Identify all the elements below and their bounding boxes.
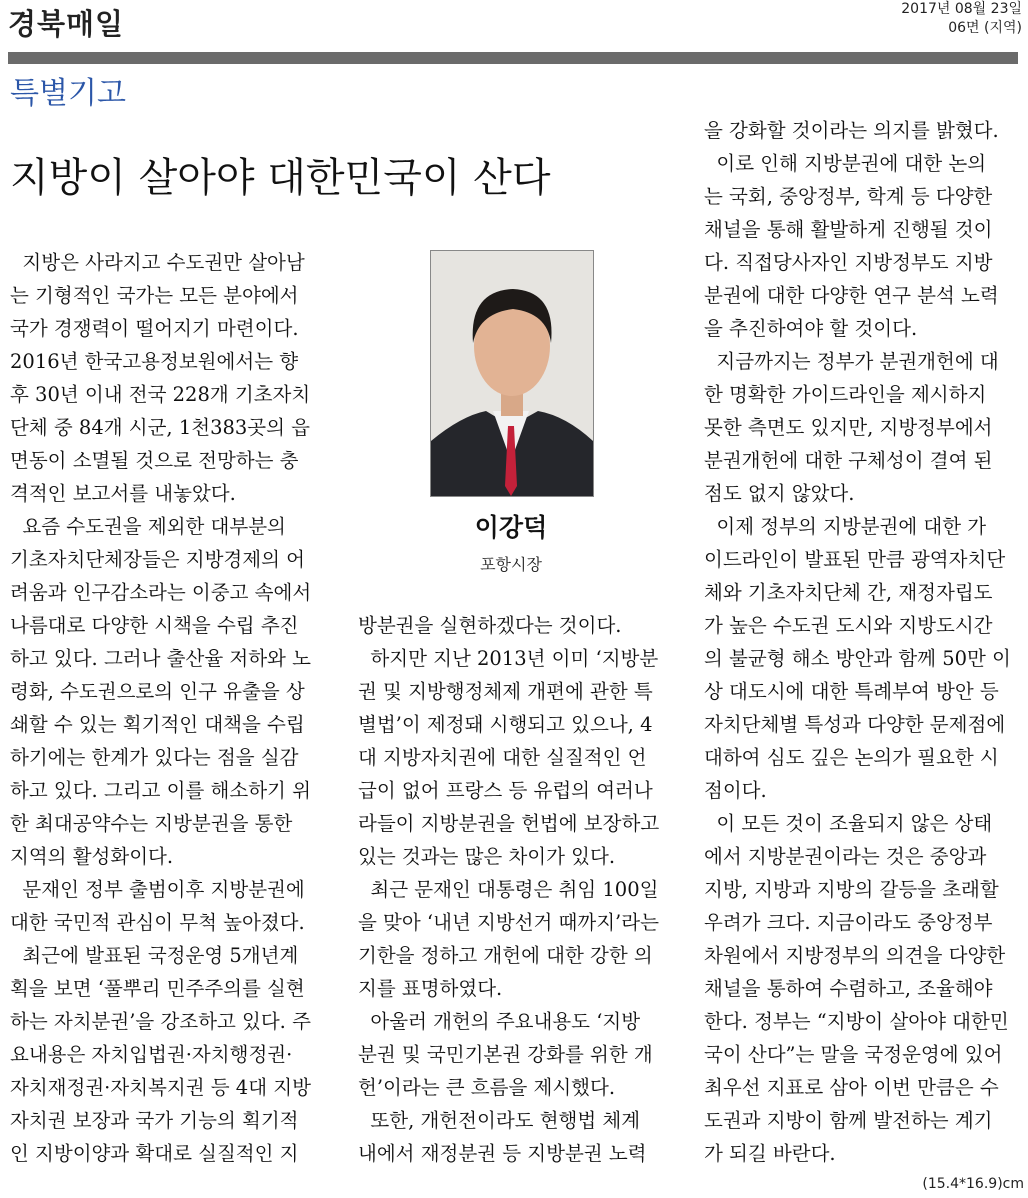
text-line: 점도 없지 않았다. [704, 482, 855, 505]
text-line: 쇄할 수 있는 획기적인 대책을 수립 [10, 713, 305, 736]
text-line: 한 명확한 가이드라인을 제시하지 [704, 383, 987, 406]
text-line: 기초자치단체장들은 지방경제의 어 [10, 548, 305, 571]
text-line: 권 및 지방행정체제 개편에 관한 특 [358, 680, 653, 703]
text-line: 대하여 심도 깊은 논의가 필요한 시 [704, 746, 999, 769]
text-line: 후 30년 이내 전국 228개 기초자치 [10, 383, 311, 406]
page-number: 06면 (지역) [948, 20, 1022, 36]
text-line: 점이다. [704, 779, 767, 802]
text-line: 이제 정부의 지방분권에 대한 가 [704, 515, 987, 538]
text-line: 나름대로 다양한 시책을 수립 추진 [10, 614, 299, 637]
text-line: 하기에는 한계가 있다는 점을 실감 [10, 746, 299, 769]
text-line: 최근 문재인 대통령은 취임 100일 [358, 878, 659, 901]
author-title: 포항시장 [480, 555, 542, 574]
text-line: 자치단체별 특성과 다양한 문제점에 [704, 713, 1006, 736]
publication-date: 2017년 08월 23일 [901, 1, 1022, 17]
text-line: 요즘 수도권을 제외한 대부분의 [10, 515, 286, 538]
text-line: 지역의 활성화이다. [10, 845, 174, 868]
text-line: 인 지방이양과 확대로 실질적인 지 [10, 1142, 299, 1165]
section-label: 특별기고 [10, 76, 126, 111]
text-line: 아울러 개헌의 주요내용도 ‘지방 [358, 1010, 641, 1033]
text-line: 자치재정권·자치복지권 등 4대 지방 [10, 1076, 311, 1099]
text-line: 지금까지는 정부가 분권개헌에 대 [704, 350, 999, 373]
byline [420, 508, 602, 575]
text-line: 헌’이라는 큰 흐름을 제시했다. [358, 1076, 616, 1099]
text-line: 을 맞아 ‘내년 지방선거 때까지’라는 [358, 911, 659, 934]
dateline [901, 0, 1022, 38]
text-line: 내에서 재정분권 등 지방분권 노력 [358, 1142, 647, 1165]
text-line: 요내용은 자치입법권·자치행정권· [10, 1043, 293, 1066]
text-line: 문재인 정부 출범이후 지방분권에 [10, 878, 305, 901]
article-column-1 [10, 246, 326, 1170]
text-line: 못한 측면도 있지만, 지방정부에서 [704, 416, 993, 439]
text-line: 지방은 사라지고 수도권만 살아남 [10, 251, 305, 274]
text-line: 의 불균형 해소 방안과 함께 50만 이 [704, 647, 1011, 670]
article-column-3 [704, 114, 1020, 1170]
text-line: 획을 보면 ‘풀뿌리 민주주의를 실현 [10, 977, 305, 1000]
text-line: 라들이 지방분권을 헌법에 보장하고 [358, 812, 660, 835]
text-line: 을 추진하여야 할 것이다. [704, 317, 918, 340]
text-line: 는 국회, 중앙정부, 학계 등 다양한 [704, 185, 993, 208]
text-line: 이로 인해 지방분권에 대한 논의 [704, 152, 987, 175]
text-line: 차원에서 지방정부의 의견을 다양한 [704, 944, 1006, 967]
text-line: 국가 경쟁력이 떨어지기 마련이다. [10, 317, 299, 340]
text-line: 면동이 소멸될 것으로 전망하는 충 [10, 449, 299, 472]
text-line: 분권 및 국민기본권 강화를 위한 개 [358, 1043, 653, 1066]
text-line: 가 높은 수도권 도시와 지방도시간 [704, 614, 993, 637]
author-photo [430, 250, 594, 497]
text-line: 대한 국민적 관심이 무척 높아졌다. [10, 911, 305, 934]
text-line: 있는 것과는 많은 차이가 있다. [358, 845, 616, 868]
author-name: 이강덕 [474, 513, 548, 542]
text-line: 단체 중 84개 시군, 1천383곳의 읍 [10, 416, 311, 439]
text-line: 격적인 보고서를 내놓았다. [10, 482, 236, 505]
text-line: 한 최대공약수는 지방분권을 통한 [10, 812, 293, 835]
text-line: 최우선 지표로 삼아 이번 만큼은 수 [704, 1076, 999, 1099]
text-line: 하고 있다. 그러나 출산율 저하와 노 [10, 647, 311, 670]
text-line: 다. 직접당사자인 지방정부도 지방 [704, 251, 993, 274]
text-line: 하는 자치분권’을 강조하고 있다. 주 [10, 1010, 311, 1033]
text-line: 하고 있다. 그리고 이를 해소하기 위 [10, 779, 311, 802]
text-line: 급이 없어 프랑스 등 유럽의 여러나 [358, 779, 653, 802]
article-headline: 지방이 살아야 대한민국이 산다 [10, 155, 551, 201]
text-line: 2016년 한국고용정보원에서는 향 [10, 350, 299, 373]
text-line: 국이 산다”는 말을 국정운영에 있어 [704, 1043, 1003, 1066]
text-line: 채널을 통하여 수렴하고, 조율해야 [704, 977, 993, 1000]
text-line: 지를 표명하였다. [358, 977, 503, 1000]
article-column-2 [358, 609, 674, 1170]
text-line: 을 강화할 것이라는 의지를 밝혔다. [704, 119, 999, 142]
text-line: 대 지방자치권에 대한 실질적인 언 [358, 746, 647, 769]
text-line: 가 되길 바란다. [704, 1142, 836, 1165]
header-rule [8, 52, 1018, 64]
text-line: 자치권 보장과 국가 기능의 획기적 [10, 1109, 299, 1132]
text-line: 별법’이 제정돼 시행되고 있으나, 4 [358, 713, 653, 736]
text-line: 이 모든 것이 조율되지 않은 상태 [704, 812, 993, 835]
text-line: 최근에 발표된 국정운영 5개년계 [10, 944, 299, 967]
text-line: 기한을 정하고 개헌에 대한 강한 의 [358, 944, 653, 967]
text-line: 도권과 지방이 함께 발전하는 계기 [704, 1109, 993, 1132]
text-line: 는 기형적인 국가는 모든 분야에서 [10, 284, 299, 307]
portrait-icon [431, 251, 593, 496]
clipping-size: (15.4*16.9)cm [922, 1176, 1024, 1192]
text-line: 하지만 지난 2013년 이미 ‘지방분 [358, 647, 659, 670]
text-line: 또한, 개헌전이라도 현행법 체계 [358, 1109, 641, 1132]
text-line: 상 대도시에 대한 특례부여 방안 등 [704, 680, 999, 703]
text-line: 지방, 지방과 지방의 갈등을 초래할 [704, 878, 999, 901]
text-line: 채널을 통해 활발하게 진행될 것이 [704, 218, 993, 241]
text-line: 방분권을 실현하겠다는 것이다. [358, 614, 622, 637]
text-line: 에서 지방분권이라는 것은 중앙과 [704, 845, 987, 868]
text-line: 령화, 수도권으로의 인구 유출을 상 [10, 680, 305, 703]
text-line: 우려가 크다. 지금이라도 중앙정부 [704, 911, 993, 934]
text-line: 체와 기초자치단체 간, 재정자립도 [704, 581, 993, 604]
text-line: 려움과 인구감소라는 이중고 속에서 [10, 581, 312, 604]
text-line: 이드라인이 발표된 만큼 광역자치단 [704, 548, 1006, 571]
text-line: 한다. 정부는 “지방이 살아야 대한민 [704, 1010, 1009, 1033]
text-line: 분권개헌에 대한 구체성이 결여 된 [704, 449, 993, 472]
newspaper-masthead: 경북매일 [8, 7, 125, 41]
text-line: 분권에 대한 다양한 연구 분석 노력 [704, 284, 999, 307]
